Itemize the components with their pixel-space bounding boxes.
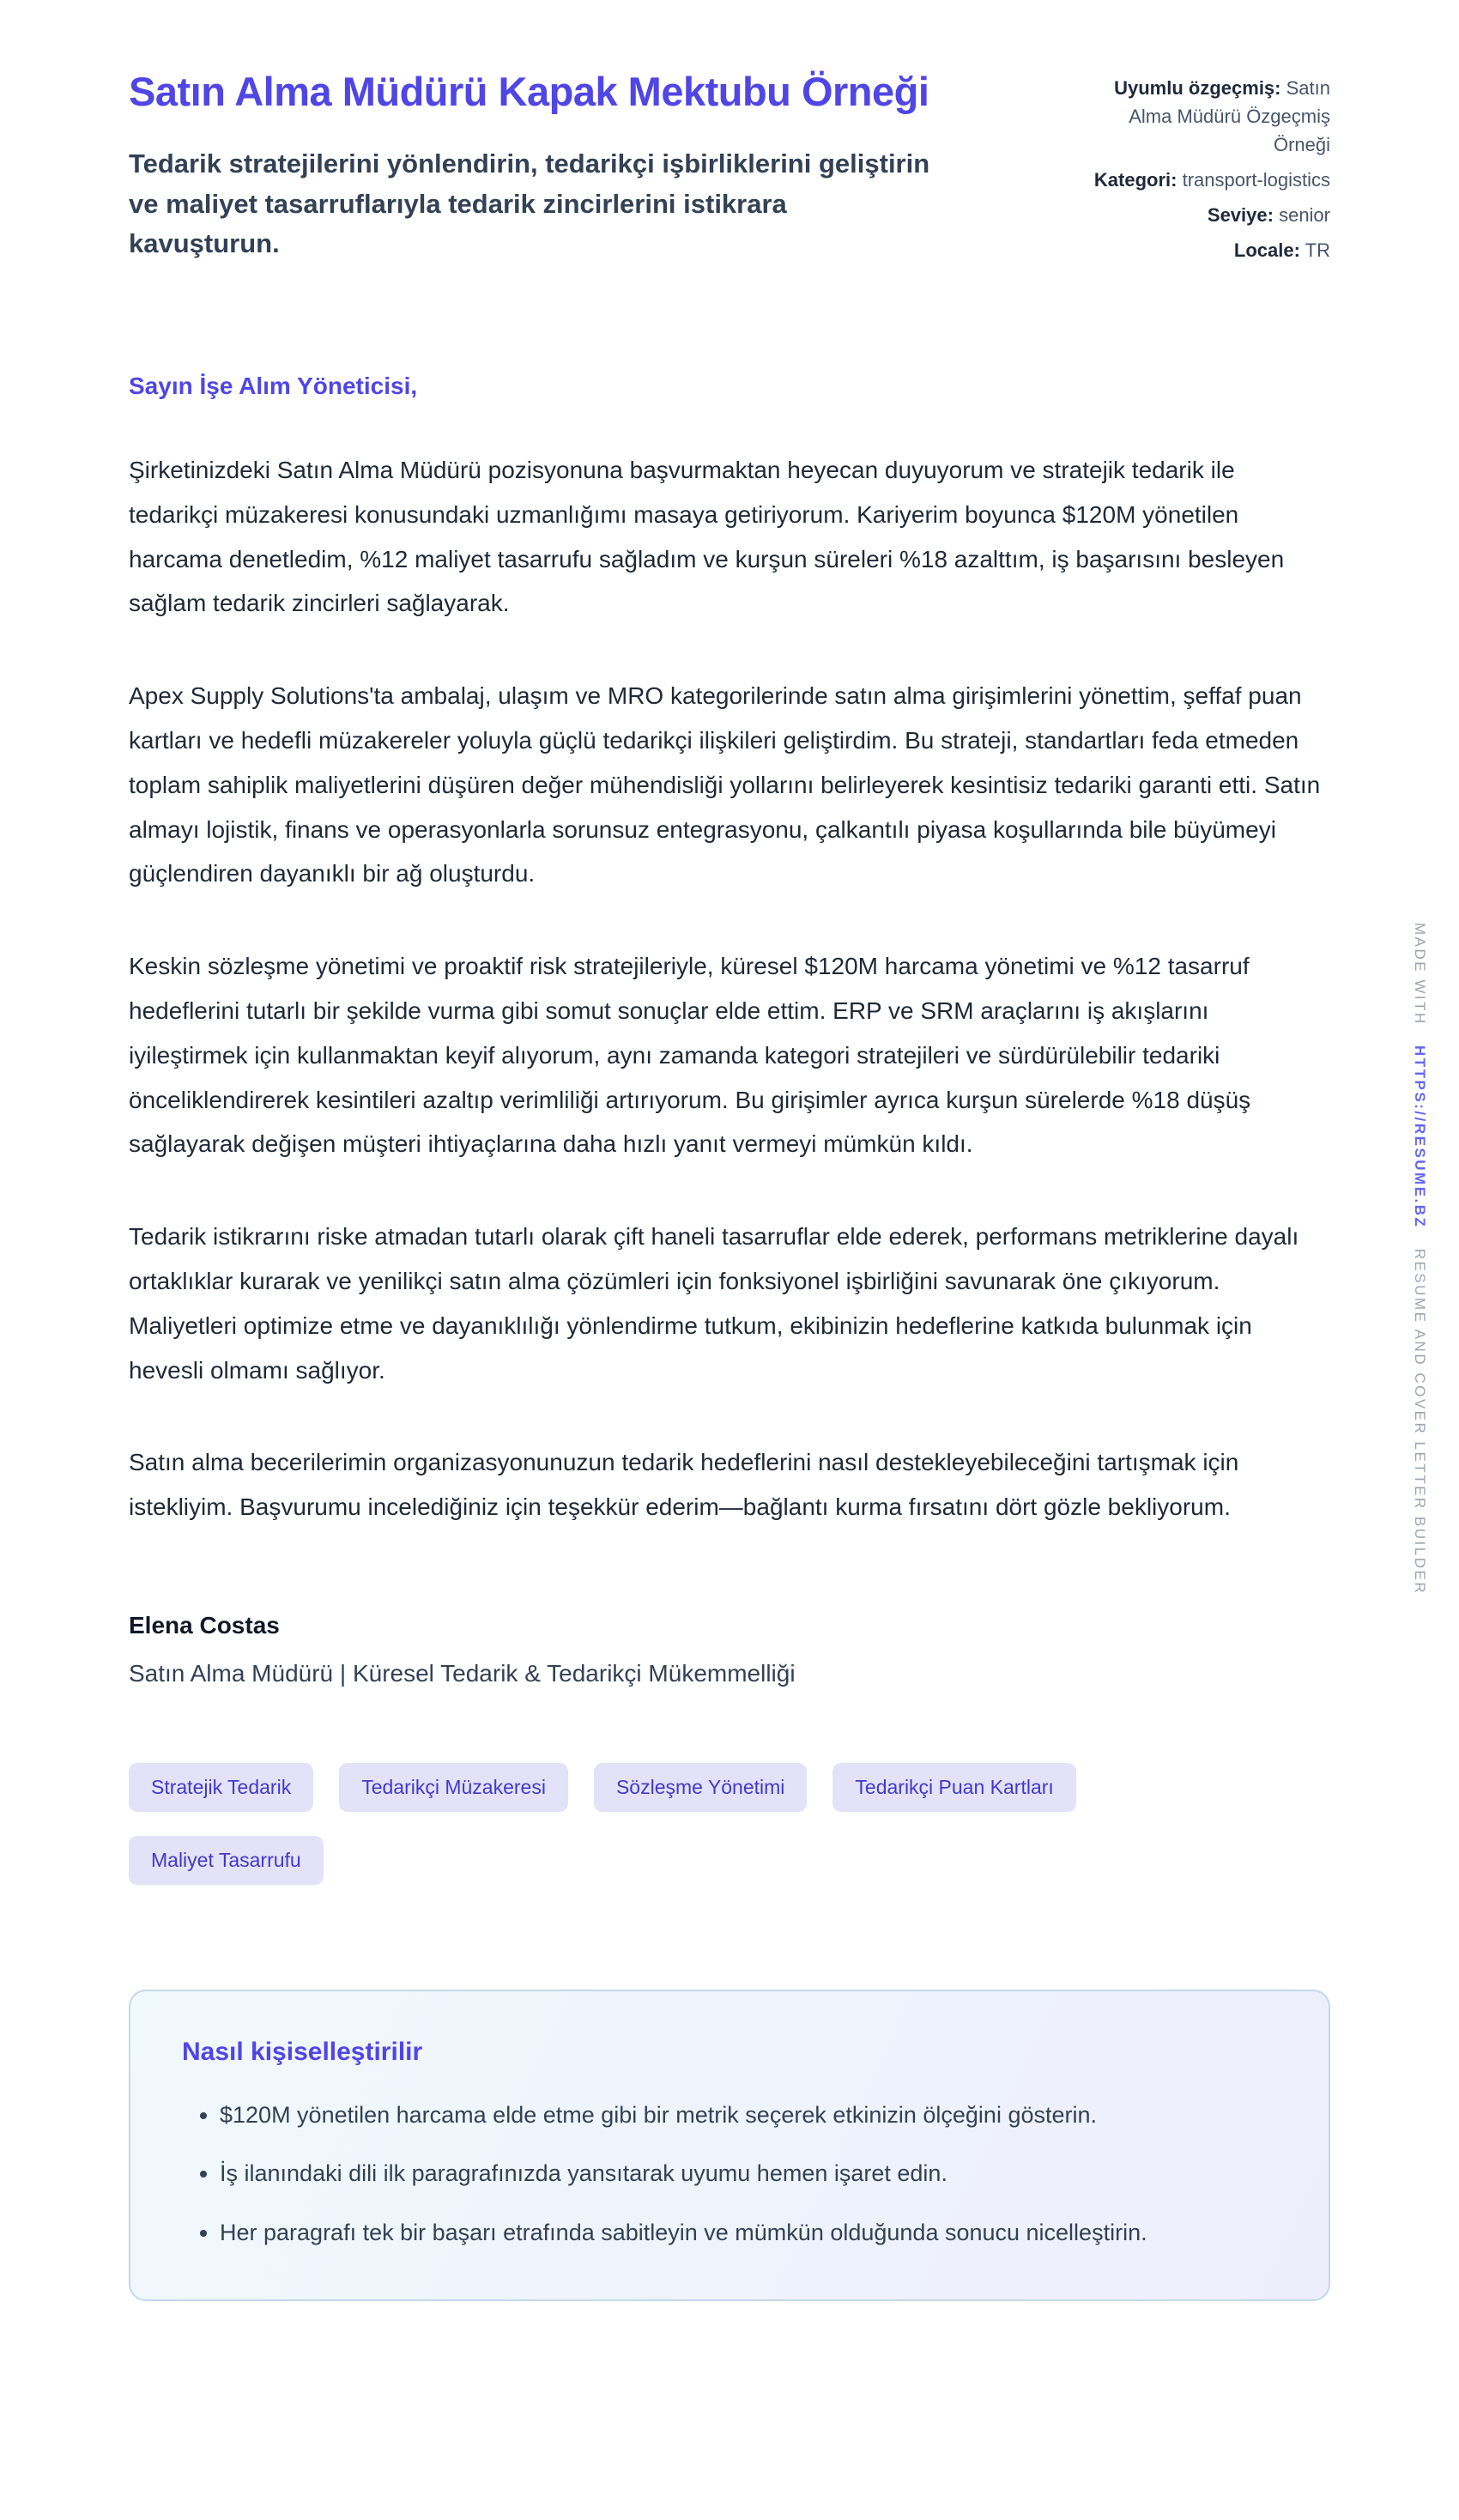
meta-row-level <box>1069 201 1330 229</box>
meta-label: Uyumlu özgeçmiş: <box>1114 77 1281 99</box>
watermark-tagline-text: RESUME AND COVER LETTER BUILDER <box>1412 1248 1428 1596</box>
signature-title: Satın Alma Müdürü | Küresel Tedarik & Tedarikçi Mükemmelliği <box>129 1659 796 1687</box>
title-block <box>129 67 1021 264</box>
meta-value: Satın Alma Müdürü Özgeçmiş Örneği <box>1129 77 1330 155</box>
meta-row-matching-resume <box>1069 74 1330 159</box>
tips-card-title: Nasıl kişiselleştirilir <box>182 2037 423 2066</box>
signature-block <box>129 1612 1330 1687</box>
personalization-tips-card <box>129 1990 1330 2302</box>
tip-item: • $120M yönetilen harcama elde etme gibi bir metrik seçerek etkinizin ölçeğini gösterin. <box>220 2098 1277 2133</box>
skill-tag: Tedarikçi Puan Kartları <box>832 1763 1075 1812</box>
meta-label: Kategori: <box>1093 169 1177 191</box>
meta-label: Seviye: <box>1207 204 1274 226</box>
letter-body <box>129 373 1330 1687</box>
letter-paragraph: Apex Supply Solutions'ta ambalaj, ulaşım ve MRO kategorilerinde satın alma girişimlerini yönettim, şeffaf puan kartları ve hedefli müzakereler yoluyla güçlü tedarikçi ilişkileri geliştirdim. Bu strateji, standartları feda etmeden toplam sahiplik maliyetlerini düşüren değer mühendisliği yollarını belirleyerek kesintisiz tedariki garanti etti. Satın almayı lojistik, finans ve operasyonlarla sorunsuz entegrasyonu, çalkantılı piyasa koşullarında bile büyümeyi güçlendiren dayanıklı bir ağ oluşturdu. <box>129 682 1321 887</box>
skill-tag: Stratejik Tedarik <box>129 1763 313 1812</box>
tips-list <box>182 2098 1277 2250</box>
skill-tag: Sözleşme Yönetimi <box>594 1763 807 1812</box>
vertical-watermark <box>1411 923 1428 1595</box>
skill-tag: Tedarikçi Müzakeresi <box>339 1763 568 1812</box>
page-header <box>129 67 1330 271</box>
letter-paragraph: Keskin sözleşme yönetimi ve proaktif risk stratejileriyle, küresel $120M harcama yönetimi ve %12 tasarruf hedeflerini tutarlı bir şekilde vurma gibi somut sonuçlar elde ettim. ERP ve SRM araçlarını iş akışlarını iyileştirmek için kullanmaktan keyif alıyorum, aynı zamanda kategori stratejileri ve sürdürülebilir tedariki önceliklendirerek kesintileri azaltıp verimliliği artırıyorum. Bu girişimler ayrıca kurşun sürelerde %18 düşüş sağlayarak değişen müşteri ihtiyaçlarına daha hızlı yanıt vermeyi mümkün kıldı. <box>129 953 1251 1158</box>
tip-item: • İş ilanındaki dili ilk paragrafınızda yansıtarak uyumu hemen işaret edin. <box>220 2156 1277 2191</box>
watermark-site-link[interactable]: HTTPS://RESUME.BZ <box>1412 1045 1428 1229</box>
meta-row-locale <box>1069 236 1330 264</box>
page-subtitle: Tedarik stratejilerini yönlendirin, tedarikçi işbirliklerini geliştirin ve maliyet tasarruflarıyla tedarik zincirlerini istikrara kavuşturun. <box>129 148 930 259</box>
meta-label: Locale: <box>1233 239 1300 261</box>
page-title: Satın Alma Müdürü Kapak Mektubu Örneği <box>129 69 929 114</box>
watermark-made-with-text: MADE WITH <box>1412 923 1428 1026</box>
skill-tag-list <box>129 1763 1202 1885</box>
meta-row-category <box>1069 166 1330 194</box>
meta-panel <box>1069 67 1330 271</box>
skill-tag: Maliyet Tasarrufu <box>129 1836 324 1885</box>
letter-paragraph: Şirketinizdeki Satın Alma Müdürü pozisyonuna başvurmaktan heyecan duyuyorum ve stratejik tedarik ile tedarikçi müzakeresi konusundaki uzmanlığımı masaya getiriyorum. Kariyerim boyunca $120M yönetilen harcama denetledim, %12 maliyet tasarrufu sağladım ve kurşun süreleri %18 azalttım, iş başarısını besleyen sağlam tedarik zincirleri sağlayarak. <box>129 457 1285 617</box>
content-container <box>129 0 1330 2301</box>
signature-name: Elena Costas <box>129 1611 280 1639</box>
meta-value: transport-logistics <box>1182 169 1330 191</box>
letter-paragraph: Satın alma becerilerimin organizasyonunuzun tedarik hedeflerini nasıl destekleyebileceğini tartışmak için istekliyim. Başvurumu incelediğiniz için teşekkür ederim—bağlantı kurma fırsatını dört gözle bekliyorum. <box>129 1449 1239 1521</box>
letter-paragraph: Tedarik istikrarını riske atmadan tutarlı olarak çift haneli tasarruflar elde ederek, performans metriklerine dayalı ortaklıklar kurarak ve yenilikçi satın alma çözümleri için fonksiyonel işbirliğini savunarak öne çıkıyorum. Maliyetleri optimize etme ve dayanıklılığı yönlendirme tutkum, ekibinizin hedeflerine katkıda bulunmak için hevesli olmamı sağlıyor. <box>129 1223 1299 1384</box>
meta-value: TR <box>1305 239 1330 261</box>
letter-greeting: Sayın İşe Alım Yöneticisi, <box>129 373 418 399</box>
meta-value: senior <box>1279 204 1330 226</box>
tip-item: • Her paragrafı tek bir başarı etrafında sabitleyin ve mümkün olduğunda sonucu nicelleştirin. <box>220 2215 1277 2250</box>
